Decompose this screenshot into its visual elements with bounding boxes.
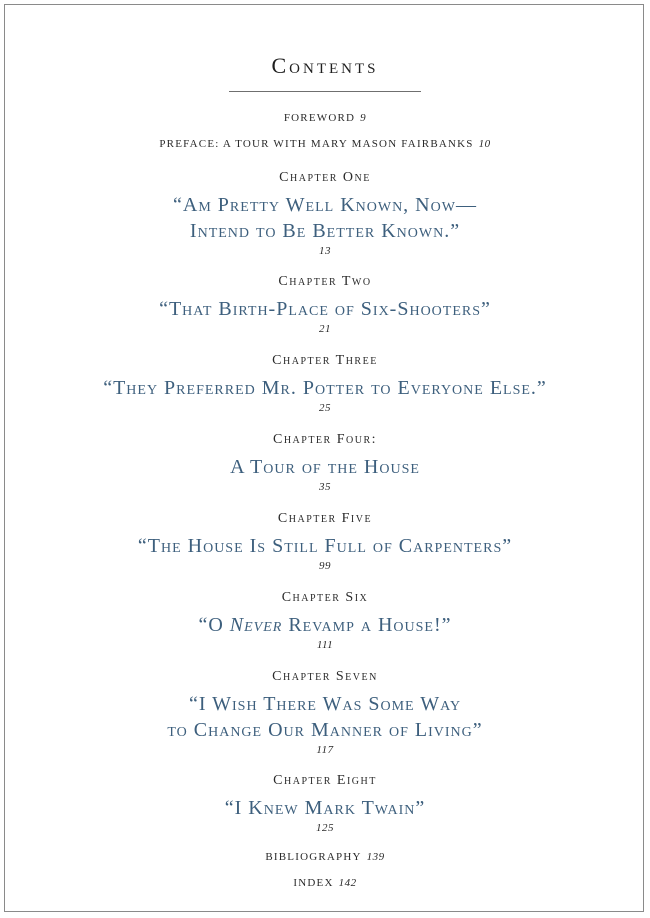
chapter-page-number: 117 <box>316 744 334 756</box>
page-title: Contents <box>271 53 379 78</box>
entry-page-number: 142 <box>338 877 357 889</box>
chapter-title-line-1: “I Wish There Was Some Way <box>188 693 462 715</box>
chapter-title <box>5 611 645 639</box>
chapter-label: Chapter Five <box>277 511 373 526</box>
chapter-title-emphasis: Never <box>229 614 283 636</box>
page-frame <box>4 4 644 912</box>
chapter-page-number: 21 <box>319 323 331 335</box>
chapter-title: “The House Is Still Full of Carpenters” <box>137 535 513 557</box>
chapter-title: “They Preferred Mr. Potter to Everyone Else.” <box>103 377 547 399</box>
chapter-page-number: 13 <box>319 245 331 257</box>
chapter-label: Chapter One <box>279 170 371 185</box>
chapter-label: Chapter Eight <box>273 773 377 788</box>
entry-label: INDEX <box>293 877 334 889</box>
entry-label: BIBLIOGRAPHY <box>265 851 362 863</box>
entry-page-number: 9 <box>360 112 367 124</box>
chapter-label: Chapter Six <box>281 590 369 605</box>
chapter-title-start: “O <box>198 614 230 636</box>
title-divider <box>229 91 421 92</box>
toc-entry-preface[interactable] <box>5 138 645 150</box>
chapter-title-line-2: Intend to Be Better Known.” <box>189 220 461 242</box>
chapter-label: Chapter Four: <box>272 432 378 447</box>
chapter-title: “I Knew Mark Twain” <box>224 797 426 819</box>
chapter-title-end: Revamp a House!” <box>282 614 452 636</box>
chapter-title-line-1: “Am Pretty Well Known, Now— <box>173 194 477 216</box>
entry-page-number: 139 <box>366 851 385 863</box>
chapter-label: Chapter Two <box>278 274 372 289</box>
chapter-page-number: 25 <box>319 402 331 414</box>
chapter-label: Chapter Seven <box>272 669 378 684</box>
chapter-page-number: 99 <box>319 560 331 572</box>
entry-page-number: 10 <box>478 138 491 150</box>
contents-page <box>5 5 645 913</box>
chapter-title: A Tour of the House <box>230 456 420 478</box>
chapter-page-number: 125 <box>316 822 334 834</box>
toc-entry-index[interactable] <box>5 877 645 889</box>
toc-entry-foreword[interactable] <box>5 112 645 124</box>
toc-entry-bibliography[interactable] <box>5 851 645 863</box>
chapter-page-number: 111 <box>316 639 334 651</box>
chapter-label: Chapter Three <box>272 353 378 368</box>
entry-label: PREFACE: A TOUR WITH MARY MASON FAIRBANKS <box>159 138 474 150</box>
entry-label: FOREWORD <box>283 112 356 124</box>
chapter-page-number: 35 <box>319 481 331 493</box>
chapter-title-line-2: to Change Our Manner of Living” <box>167 719 483 741</box>
chapter-title: “That Birth-Place of Six-Shooters” <box>159 298 491 320</box>
